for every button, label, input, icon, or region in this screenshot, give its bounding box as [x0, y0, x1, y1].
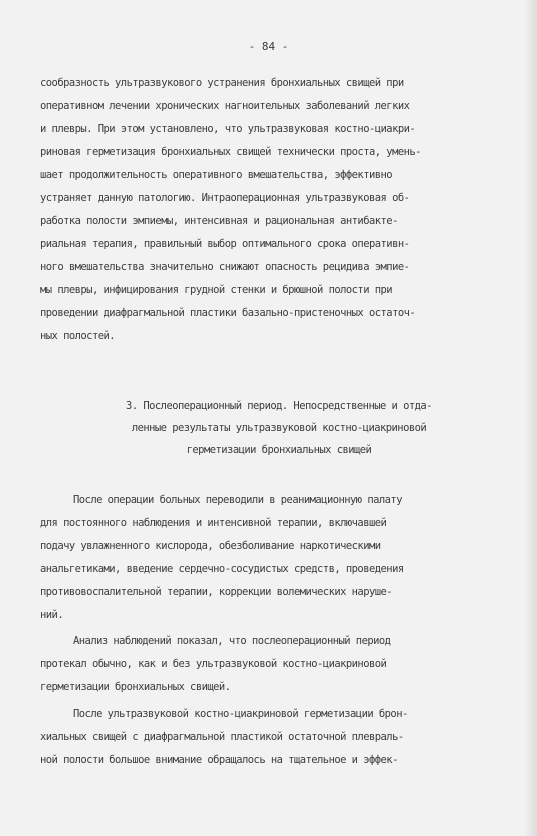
- paragraph-3-line: Анализ наблюдений показал, что послеоперационный период: [73, 635, 391, 647]
- paragraph-2-line: После операции больных переводили в реанимационную палату: [73, 494, 402, 506]
- paragraph-4-line: После ультразвуковой костно-циакриновой герметизации брон-: [73, 708, 408, 720]
- paragraph-1-line: шает продолжительность оперативного вмешательства, эффективно: [40, 169, 393, 181]
- paragraph-2-line: анальгетиками, введение сердечно-сосудистых средств, проведения: [40, 563, 404, 575]
- page-number: - 84 -: [248, 40, 289, 53]
- paragraph-1-line: ных полостей.: [40, 330, 116, 342]
- section-heading-line: ленные результаты ультразвуковой костно-циакриновой: [131, 422, 427, 434]
- paragraph-3-line: герметизации бронхиальных свищей.: [40, 681, 231, 693]
- paragraph-2-line: подачу увлажненного кислорода, обезболивание наркотическими: [40, 540, 381, 552]
- paragraph-1-line: проведении диафрагмальной пластики базально-пристеночных остаточ-: [40, 307, 416, 319]
- paragraph-1-line: ного вмешательства значительно снижают опасность рецидива эмпие-: [40, 261, 410, 273]
- paragraph-1-line: работка полости эмпиемы, интенсивная и рациональная антибакте-: [40, 215, 398, 227]
- paragraph-3-line: протекал обычно, как и без ультразвуковой костно-циакриновой: [40, 658, 387, 670]
- paragraph-1-line: сообразность ультразвукового устранения бронхиальных свищей при: [40, 77, 404, 89]
- paragraph-2-line: противовоспалительной терапии, коррекции волемических наруше-: [40, 586, 393, 598]
- paragraph-4-line: ной полости большое внимание обращалось на тщательное и эффек-: [40, 754, 398, 766]
- section-heading-line: герметизации бронхиальных свищей: [186, 444, 372, 456]
- paragraph-1-line: риновая герметизация бронхиальных свищей технически проста, умень-: [40, 146, 421, 158]
- paragraph-1-line: устраняет данную патологию. Интраоперационная ультразвуковая об-: [40, 192, 410, 204]
- paragraph-4-line: хиальных свищей с диафрагмальной пластикой остаточной плевраль-: [40, 731, 404, 743]
- paragraph-2-line: ний.: [40, 609, 64, 621]
- paragraph-2-line: для постоянного наблюдения и интенсивной терапии, включавшей: [40, 517, 387, 529]
- paragraph-1-line: риальная терапия, правильный выбор оптимального срока оперативн-: [40, 238, 410, 250]
- paragraph-1-line: и плевры. При этом установлено, что ультразвуковая костно-циакри-: [40, 123, 416, 135]
- section-heading-line: 3. Послеоперационный период. Непосредственные и отда-: [126, 400, 432, 412]
- paragraph-1-line: оперативном лечении хронических нагноительных заболеваний легких: [40, 100, 410, 112]
- page-fold-shadow: [524, 0, 537, 836]
- paragraph-1-line: мы плевры, инфицирования грудной стенки и брюшной полости при: [40, 284, 393, 296]
